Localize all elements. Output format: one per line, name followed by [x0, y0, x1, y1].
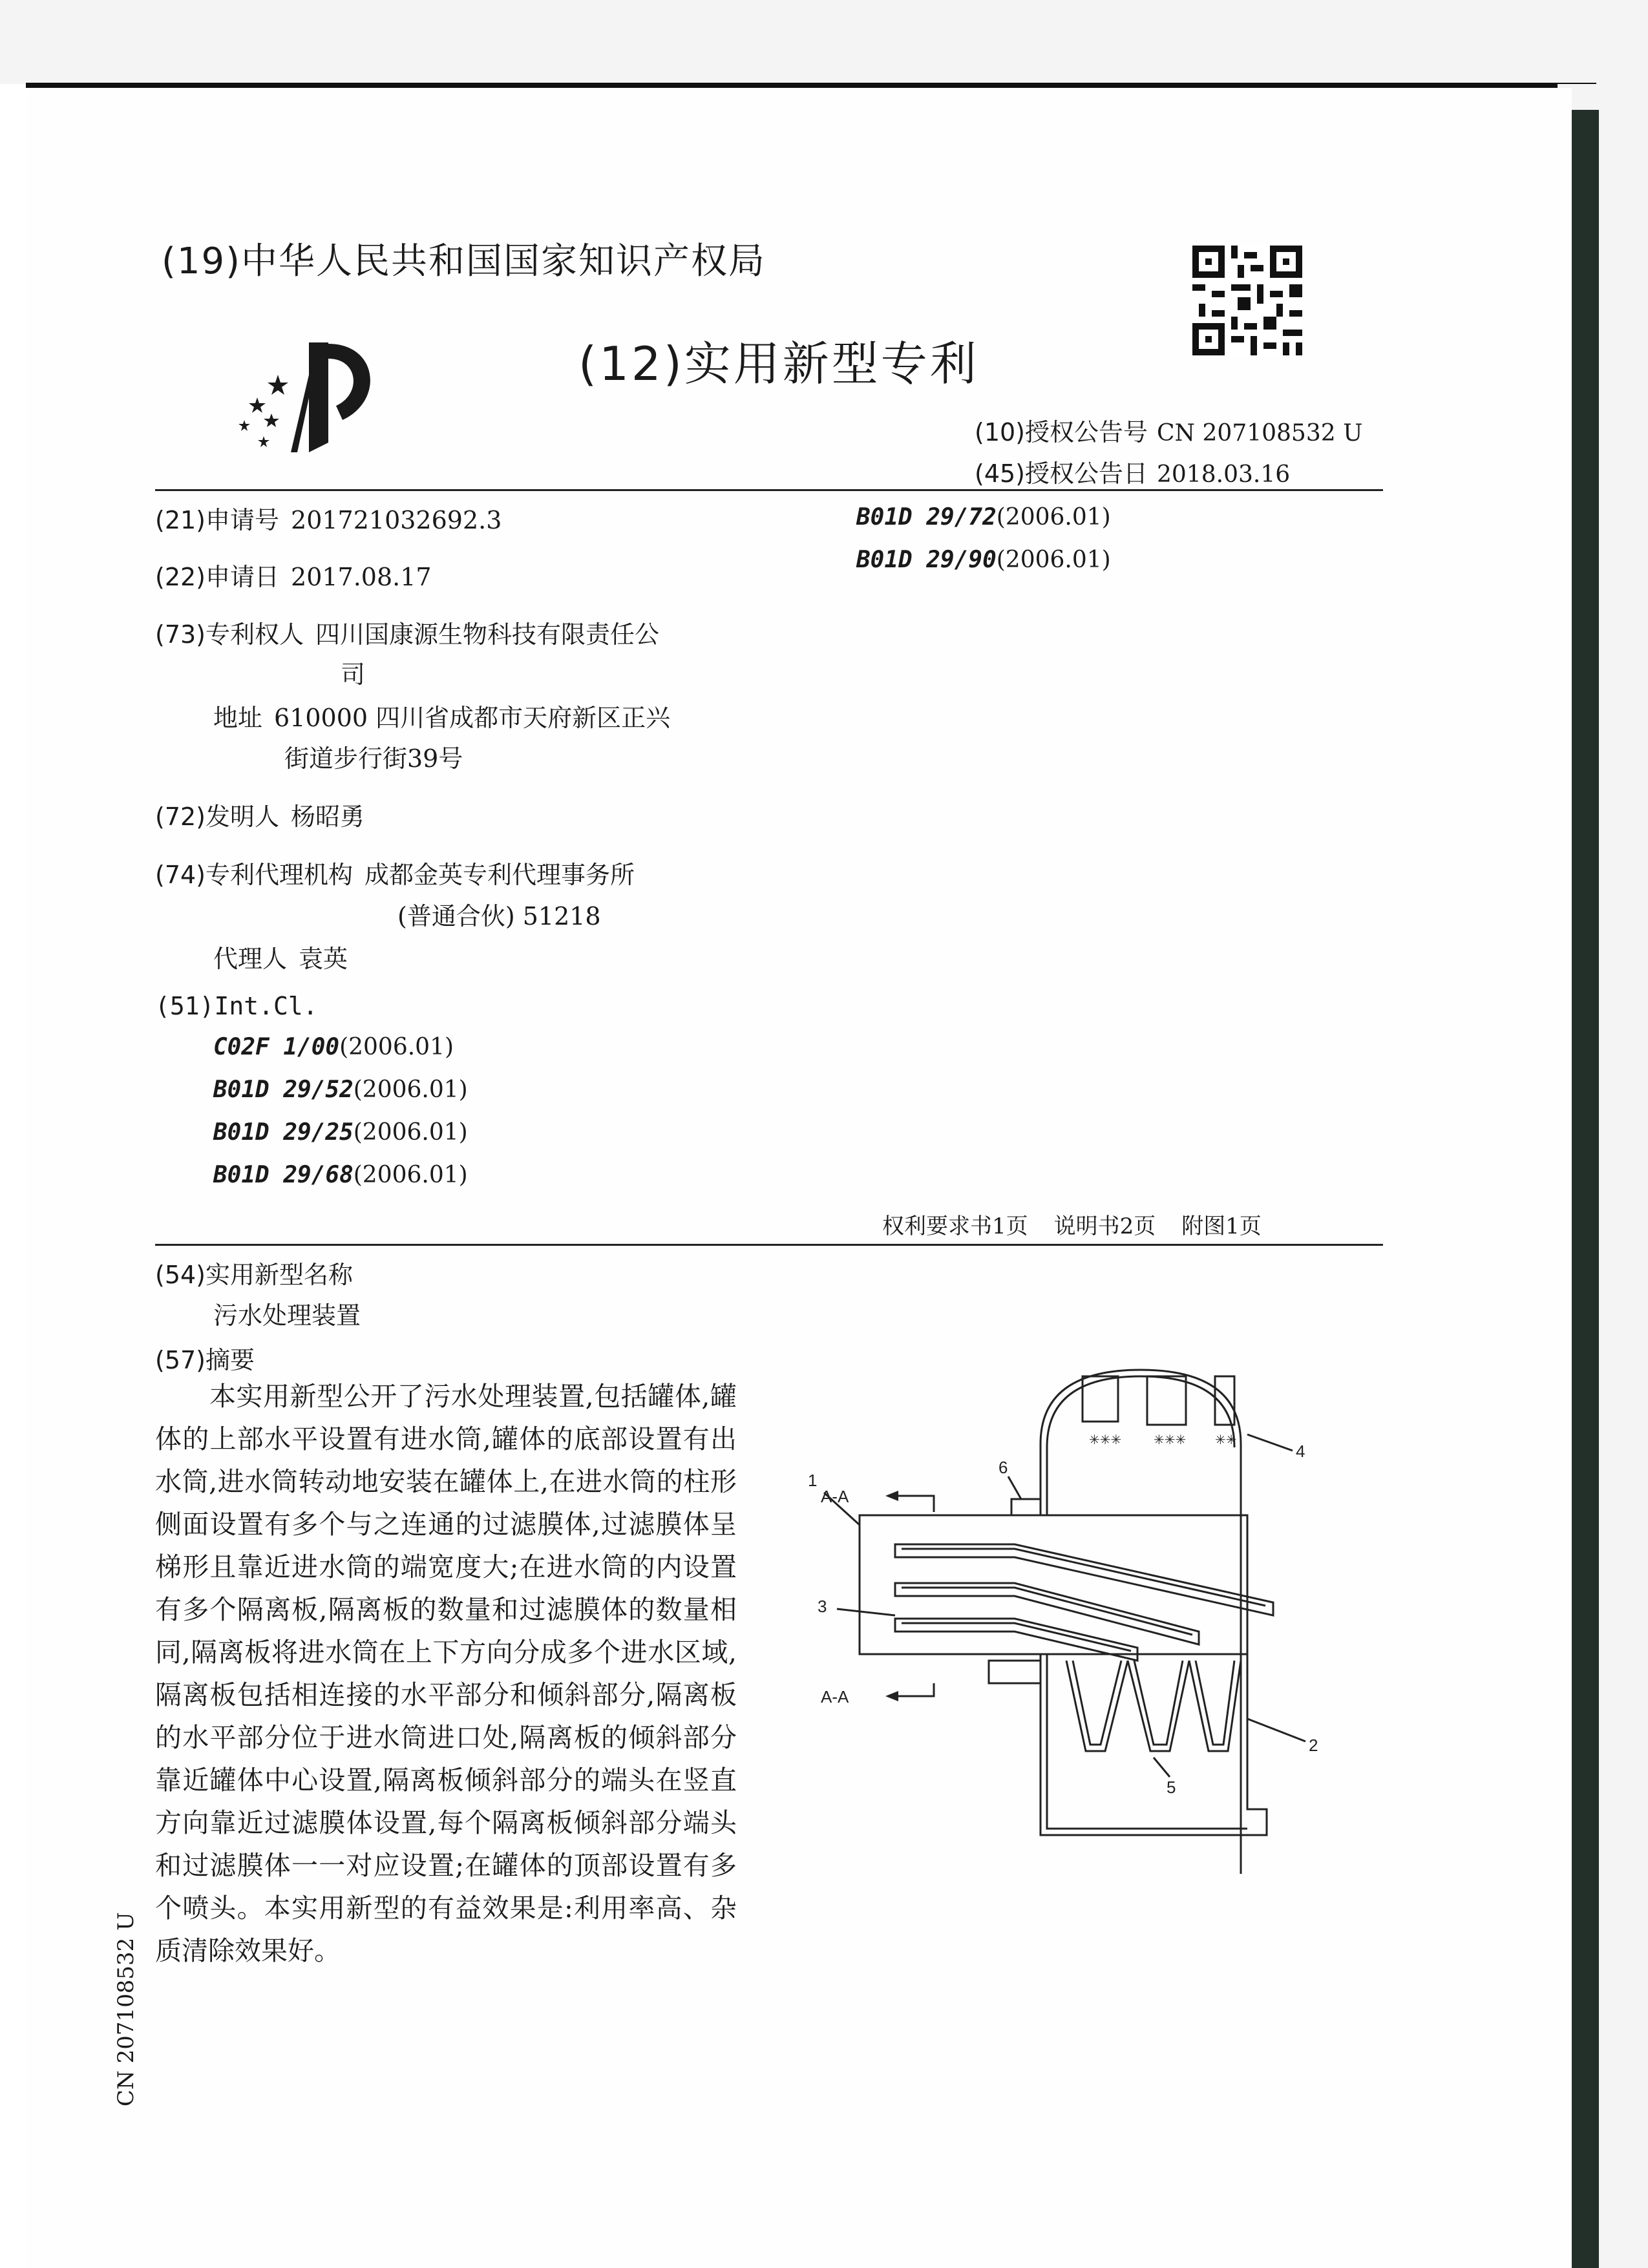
inventor-name: 杨昭勇 [291, 803, 365, 831]
qr-code-icon [1192, 246, 1302, 355]
filter-membrane [895, 1583, 1199, 1644]
svg-text:✳✳: ✳✳ [1215, 1433, 1237, 1447]
drawing-pages: 附图1页 [1181, 1213, 1262, 1239]
scan-shadow-right [1572, 110, 1599, 2268]
application-date-label: (22)申请日 [155, 563, 280, 591]
application-number-label: (21)申请号 [155, 506, 280, 534]
side-publication-number: CN 207108532 U [113, 1912, 139, 2106]
address-line1: 610000 四川省成都市天府新区正兴 [274, 704, 671, 732]
patentee-row [155, 614, 659, 650]
drawing-label-5: 5 [1167, 1778, 1176, 1797]
publication-date-row [975, 454, 1290, 489]
publication-date: 2018.03.16 [1157, 461, 1291, 488]
claims-pages: 权利要求书1页 [882, 1213, 1028, 1239]
ipc-entry: B01D 29/25(2006.01) [213, 1119, 468, 1146]
application-date-row [155, 557, 432, 593]
application-number: 201721032692.3 [291, 506, 502, 534]
ipc-entry: B01D 29/90(2006.01) [856, 547, 1111, 573]
section-label-top: A-A [821, 1487, 849, 1506]
section-divider [155, 1244, 1383, 1246]
inventor-label: (72)发明人 [155, 803, 280, 831]
ipc-entry: C02F 1/00(2006.01) [213, 1034, 454, 1060]
agent-label: 代理人 [213, 945, 288, 973]
application-date: 2017.08.17 [291, 563, 432, 591]
title-label: (54)实用新型名称 [155, 1261, 354, 1289]
header-divider [155, 489, 1383, 491]
ipc-entry: B01D 29/72(2006.01) [856, 504, 1111, 530]
filter-membrane [895, 1544, 1273, 1615]
address-label: 地址 [213, 704, 263, 732]
drawing-label-3: 3 [818, 1597, 827, 1616]
drawing-label-1: 1 [808, 1471, 818, 1490]
ipc-entry: B01D 29/52(2006.01) [213, 1076, 468, 1103]
document-type: (12)实用新型专利 [578, 337, 979, 391]
inventor-row [155, 797, 364, 832]
agent-row [213, 939, 348, 974]
publication-number-row [975, 412, 1362, 448]
scan-border-top [0, 0, 1648, 84]
section-label-bottom: A-A [821, 1687, 849, 1706]
svg-text:✳✳✳: ✳✳✳ [1089, 1433, 1122, 1447]
address-line2: 街道步行街39号 [284, 744, 463, 773]
ipc-label: (51)Int.Cl. [155, 992, 318, 1020]
publication-number: CN 207108532 U [1157, 420, 1363, 446]
patentee-label: (73)专利权人 [155, 620, 304, 649]
address-row [213, 698, 670, 733]
ipc-entry: B01D 29/68(2006.01) [213, 1162, 468, 1188]
page-count-row [882, 1208, 1287, 1240]
patentee-name-line2: 司 [341, 660, 366, 689]
drawing-label-6: 6 [998, 1458, 1008, 1477]
utility-model-title: 污水处理装置 [213, 1301, 361, 1330]
agent-name: 袁英 [299, 945, 348, 973]
drawing-label-2: 2 [1309, 1736, 1318, 1755]
agency-row [155, 855, 635, 890]
publication-number-label: (10)授权公告号 [975, 418, 1148, 446]
abstract-drawing [801, 1357, 1383, 1874]
description-pages: 说明书2页 [1053, 1213, 1156, 1239]
office-title: (19)中华人民共和国国家知识产权局 [162, 240, 766, 282]
drawing-label-4: 4 [1296, 1442, 1305, 1461]
publication-date-label: (45)授权公告日 [975, 459, 1148, 488]
agency-name-line2: (普通合伙) 51218 [397, 902, 601, 930]
svg-text:✳✳✳: ✳✳✳ [1154, 1433, 1187, 1447]
agency-name-line1: 成都金英专利代理事务所 [364, 861, 635, 889]
abstract-label: (57)摘要 [155, 1346, 255, 1374]
application-number-row [155, 500, 502, 536]
abstract-text: 本实用新型公开了污水处理装置,包括罐体,罐体的上部水平设置有进水筒,罐体的底部设置有出水筒,进水筒转动地安装在罐体上,在进水筒的柱形侧面设置有多个与之连通的过滤膜体,过滤膜体呈梯形且靠近进水筒的端宽度大;在进水筒的内设置有多个隔离板,隔离板的数量和过滤膜体的数量相同,隔离板将进水筒在上下方向分成多个进水区域,隔离板包括相连接的水平部分和倾斜部分,隔离板的水平部分位于进水筒进口处,隔离板的倾斜部分靠近罐体中心设置,隔离板倾斜部分的端头在竖直方向靠近过滤膜体设置,每个隔离板倾斜部分端头和过滤膜体一一对应设置;在罐体的顶部设置有多个喷头。本实用新型的有益效果是:利用率高、杂质清除效果好。 [155, 1381, 737, 1966]
agency-label: (74)专利代理机构 [155, 861, 354, 889]
patentee-name-line1: 四川国康源生物科技有限责任公 [315, 620, 660, 649]
cnipa-emblem-icon [233, 330, 401, 459]
